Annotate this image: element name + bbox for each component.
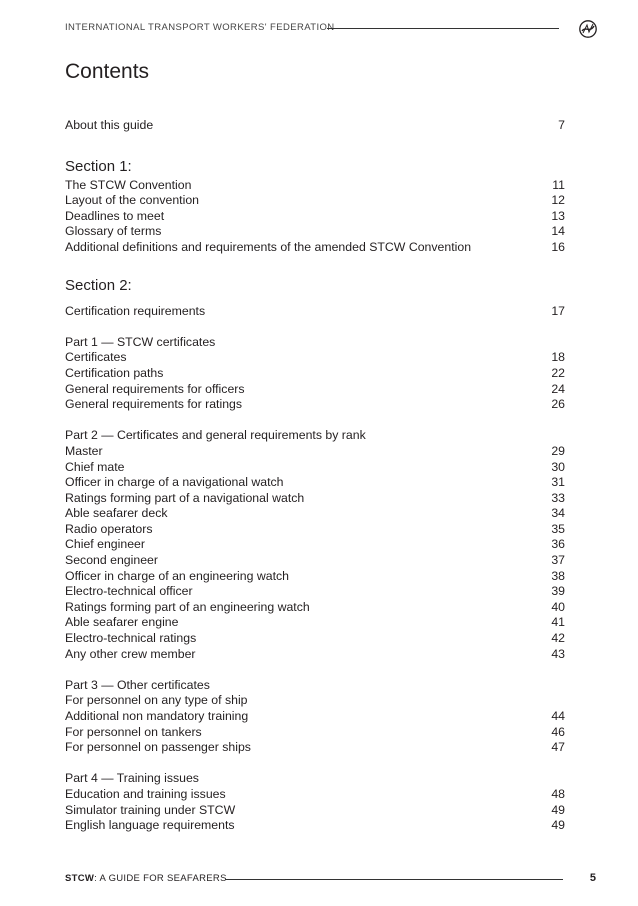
toc-entry-label: Certification paths xyxy=(65,365,164,380)
toc-entry-label: Chief engineer xyxy=(65,537,145,552)
toc-entry-page: 36 xyxy=(551,537,565,552)
header-rule xyxy=(327,28,559,29)
toc-entry-label: Able seafarer engine xyxy=(65,615,179,630)
toc-entry[interactable] xyxy=(65,444,565,460)
toc-entry[interactable] xyxy=(65,178,565,194)
toc-entry[interactable] xyxy=(65,209,565,225)
toc-entry-page: 29 xyxy=(551,443,565,458)
section-2-heading: Section 2: xyxy=(65,276,132,294)
toc-entry-page: 46 xyxy=(551,724,565,739)
toc-entry-page: 34 xyxy=(551,506,565,521)
toc-entry[interactable] xyxy=(65,725,565,741)
toc-entry[interactable] xyxy=(65,615,565,631)
part-2-heading: Part 2 — Certificates and general requirements by rank xyxy=(65,428,366,443)
toc-entry-label: Additional non mandatory training xyxy=(65,709,249,723)
toc-entry[interactable] xyxy=(65,647,565,663)
toc-entry-label: Certificates xyxy=(65,350,127,365)
toc-entry-page: 47 xyxy=(551,740,565,755)
toc-entry-label: Chief mate xyxy=(65,459,125,474)
toc-entry-label: About this guide xyxy=(65,118,154,132)
toc-entry-page: 17 xyxy=(551,303,565,318)
toc-entry-label: Electro-technical ratings xyxy=(65,631,197,646)
toc-entry[interactable] xyxy=(65,522,565,538)
toc-entry[interactable] xyxy=(65,304,565,320)
toc-entry[interactable] xyxy=(65,491,565,507)
toc-entry-label: Master xyxy=(65,443,103,458)
toc-entry-label: For personnel on any type of ship xyxy=(65,693,248,708)
toc-entry-label: For personnel on tankers xyxy=(65,724,202,739)
toc-entry-label: Glossary of terms xyxy=(65,224,162,239)
organization-name: INTERNATIONAL TRANSPORT WORKERS' FEDERATION xyxy=(65,22,335,33)
toc-entry[interactable] xyxy=(65,569,565,585)
toc-entry[interactable] xyxy=(65,475,565,491)
toc-entry-label: Additional definitions and requirements of the amended STCW Convention xyxy=(65,239,472,254)
toc-entry[interactable] xyxy=(65,584,565,600)
toc-entry-label: General requirements for ratings xyxy=(65,397,243,412)
toc-entry-page: 49 xyxy=(551,818,565,833)
toc-entry-label: For personnel on passenger ships xyxy=(65,740,251,755)
toc-entry[interactable] xyxy=(65,350,565,366)
toc-entry-label: Second engineer xyxy=(65,553,158,568)
toc-entry[interactable] xyxy=(65,818,565,834)
footer-rule xyxy=(225,879,563,880)
page-title: Contents xyxy=(65,60,150,83)
toc-entry[interactable] xyxy=(65,537,565,553)
page-header xyxy=(65,20,598,38)
toc-entry-page: 24 xyxy=(551,381,565,396)
toc-entry-page: 14 xyxy=(551,224,565,239)
toc-entry-label: Officer in charge of a navigational watch xyxy=(65,475,284,490)
toc-entry-label: Layout of the convention xyxy=(65,193,199,208)
toc-entry-label: Radio operators xyxy=(65,521,153,536)
toc-entry-label: General requirements for officers xyxy=(65,381,245,396)
toc-entry-label: Education and training issues xyxy=(65,786,226,801)
toc-entry[interactable] xyxy=(65,553,565,569)
page-footer xyxy=(65,873,598,887)
toc-entry-label: The STCW Convention xyxy=(65,177,192,192)
toc-entry-label: Simulator training under STCW xyxy=(65,802,236,817)
toc-entry[interactable] xyxy=(65,709,565,725)
toc-entry-page: 42 xyxy=(551,631,565,646)
toc-entry-page: 7 xyxy=(558,118,565,132)
part-4-heading: Part 4 — Training issues xyxy=(65,771,199,786)
toc-entry-page: 35 xyxy=(551,521,565,536)
toc-entry-page: 31 xyxy=(551,475,565,490)
toc-entry[interactable] xyxy=(65,460,565,476)
toc-entry[interactable] xyxy=(65,193,565,209)
itf-globe-logo-icon xyxy=(579,20,597,38)
toc-entry-page: 48 xyxy=(551,786,565,801)
toc-entry[interactable] xyxy=(65,803,565,819)
toc-entry-page: 39 xyxy=(551,584,565,599)
toc-entry-page: 49 xyxy=(551,802,565,817)
toc-entry-page: 43 xyxy=(551,646,565,661)
toc-entry-page: 13 xyxy=(551,208,565,223)
toc-entry-label: English language requirements xyxy=(65,818,235,833)
toc-entry-page: 41 xyxy=(551,615,565,630)
toc-entry[interactable] xyxy=(65,631,565,647)
toc-entry-label: Able seafarer deck xyxy=(65,506,168,521)
toc-entry-about[interactable] xyxy=(65,118,565,134)
part-1-heading: Part 1 — STCW certificates xyxy=(65,334,216,349)
toc-entry-label: Any other crew member xyxy=(65,646,196,661)
table-of-contents xyxy=(65,118,565,834)
page-number: 5 xyxy=(589,872,596,884)
toc-entry-page: 18 xyxy=(551,350,565,365)
guide-title: STCW: A GUIDE FOR SEAFARERS xyxy=(65,873,227,884)
toc-entry-page: 33 xyxy=(551,490,565,505)
toc-entry-label: Ratings forming part of a navigational watch xyxy=(65,490,305,505)
toc-entry-page: 16 xyxy=(551,239,565,254)
toc-entry-page: 40 xyxy=(551,599,565,614)
toc-entry[interactable] xyxy=(65,240,565,256)
toc-entry[interactable] xyxy=(65,224,565,240)
toc-entry-page: 38 xyxy=(551,568,565,583)
toc-entry[interactable] xyxy=(65,693,565,709)
toc-entry-page: 22 xyxy=(551,365,565,380)
toc-entry-page: 44 xyxy=(551,709,565,723)
toc-entry[interactable] xyxy=(65,787,565,803)
toc-entry-label: Electro-technical officer xyxy=(65,584,193,599)
toc-entry[interactable] xyxy=(65,366,565,382)
toc-entry[interactable] xyxy=(65,600,565,616)
toc-entry-label: Certification requirements xyxy=(65,303,206,318)
toc-entry[interactable] xyxy=(65,382,565,398)
toc-entry-label: Deadlines to meet xyxy=(65,208,165,223)
toc-entry[interactable] xyxy=(65,397,565,413)
toc-entry-page: 26 xyxy=(551,397,565,412)
toc-entry-page: 12 xyxy=(551,193,565,208)
toc-entry-page: 30 xyxy=(551,459,565,474)
toc-entry[interactable] xyxy=(65,740,565,756)
toc-entry-page: 37 xyxy=(551,553,565,568)
toc-entry-label: Ratings forming part of an engineering watch xyxy=(65,599,310,614)
toc-entry[interactable] xyxy=(65,506,565,522)
toc-entry-page: 11 xyxy=(552,177,565,192)
part-3-heading: Part 3 — Other certificates xyxy=(65,677,210,692)
section-1-heading: Section 1: xyxy=(65,157,132,175)
toc-entry-label: Officer in charge of an engineering watch xyxy=(65,568,289,583)
